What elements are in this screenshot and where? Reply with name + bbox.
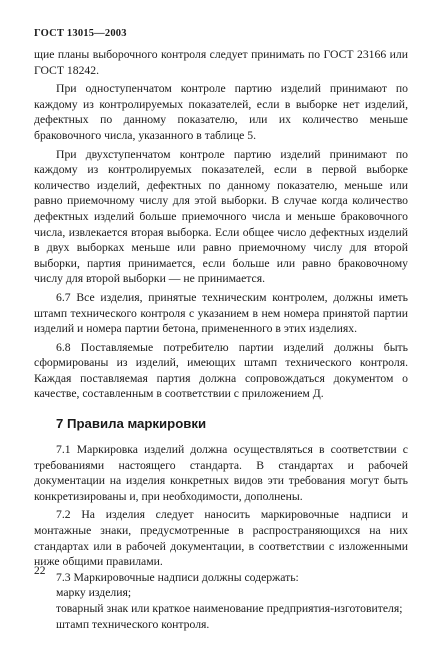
list-item-control-stamp: штамп технического контроля.	[56, 617, 210, 631]
document-header: ГОСТ 13015—2003	[34, 28, 127, 39]
paragraph-6-7: 6.7 Все изделия, принятые техническим контролем, должны иметь штамп технического контроля с указанием в нем номера принятой партии изделий и номера партии бетона, примененного в этих изделиях.	[34, 290, 408, 336]
page-number: 22	[34, 565, 46, 577]
paragraph-continuation: щие планы выборочного контроля следует принимать по ГОСТ 23166 или ГОСТ 18242.	[34, 48, 408, 77]
list-item-trademark: товарный знак или краткое наименование предприятия-изготовителя;	[56, 602, 403, 615]
document-page	[34, 28, 408, 632]
paragraph-7-2: 7.2 На изделия следует наносить маркировочные надписи и монтажные знаки, предусмотренные в распространяющихся на них стандартах или в рабочей документации, в соответствии с изложенными ниже общими правилами.	[34, 508, 408, 569]
paragraph-6-8: 6.8 Поставляемые потребителю партии изделий должны быть сформированы из изделий, имеющих штамп технического контроля. Каждая поставляемая партия должна сопровождаться документом о качестве, составленным в соответствии с приложением Д.	[34, 340, 408, 401]
paragraph-7-3: 7.3 Маркировочные надписи должны содержать:	[56, 570, 299, 584]
list-item-product-mark: марку изделия;	[56, 586, 132, 600]
paragraph-7-1: 7.1 Маркировка изделий должна осуществляться в соответствии с требованиями настоящего стандарта. В стандартах и рабочей документации на изделия конкретных видов эти требования могут быть конкретизированы и, при необходимости, дополнены.	[34, 443, 408, 503]
paragraph-two-stage-control: При двухступенчатом контроле партию изделий принимают по каждому из контролируемых показателей, если в первой выборке количество изделий, дефектных по данному показателю, меньше или равно приемочному числу для этой выборки. В случае когда количество дефектных изделий больше приемочного числа и меньше браковочного числа, извлекается вторая выборка. Если общее число дефектных изделий в двух выборках меньше или равно приемочному числу для второй выборки, партия принимается, если больше или равно браковочному числу для второй выборки — не принимается.	[34, 147, 408, 286]
section-title-marking: 7 Правила маркировки	[56, 416, 207, 432]
paragraph-single-stage-control: При одноступенчатом контроле партию изделий принимают по каждому из контролируемых показателей, если в выборке нет изделий, дефектных по данному показателю, или их количество меньше браковочного числа, указанного в таблице 5.	[34, 82, 408, 142]
